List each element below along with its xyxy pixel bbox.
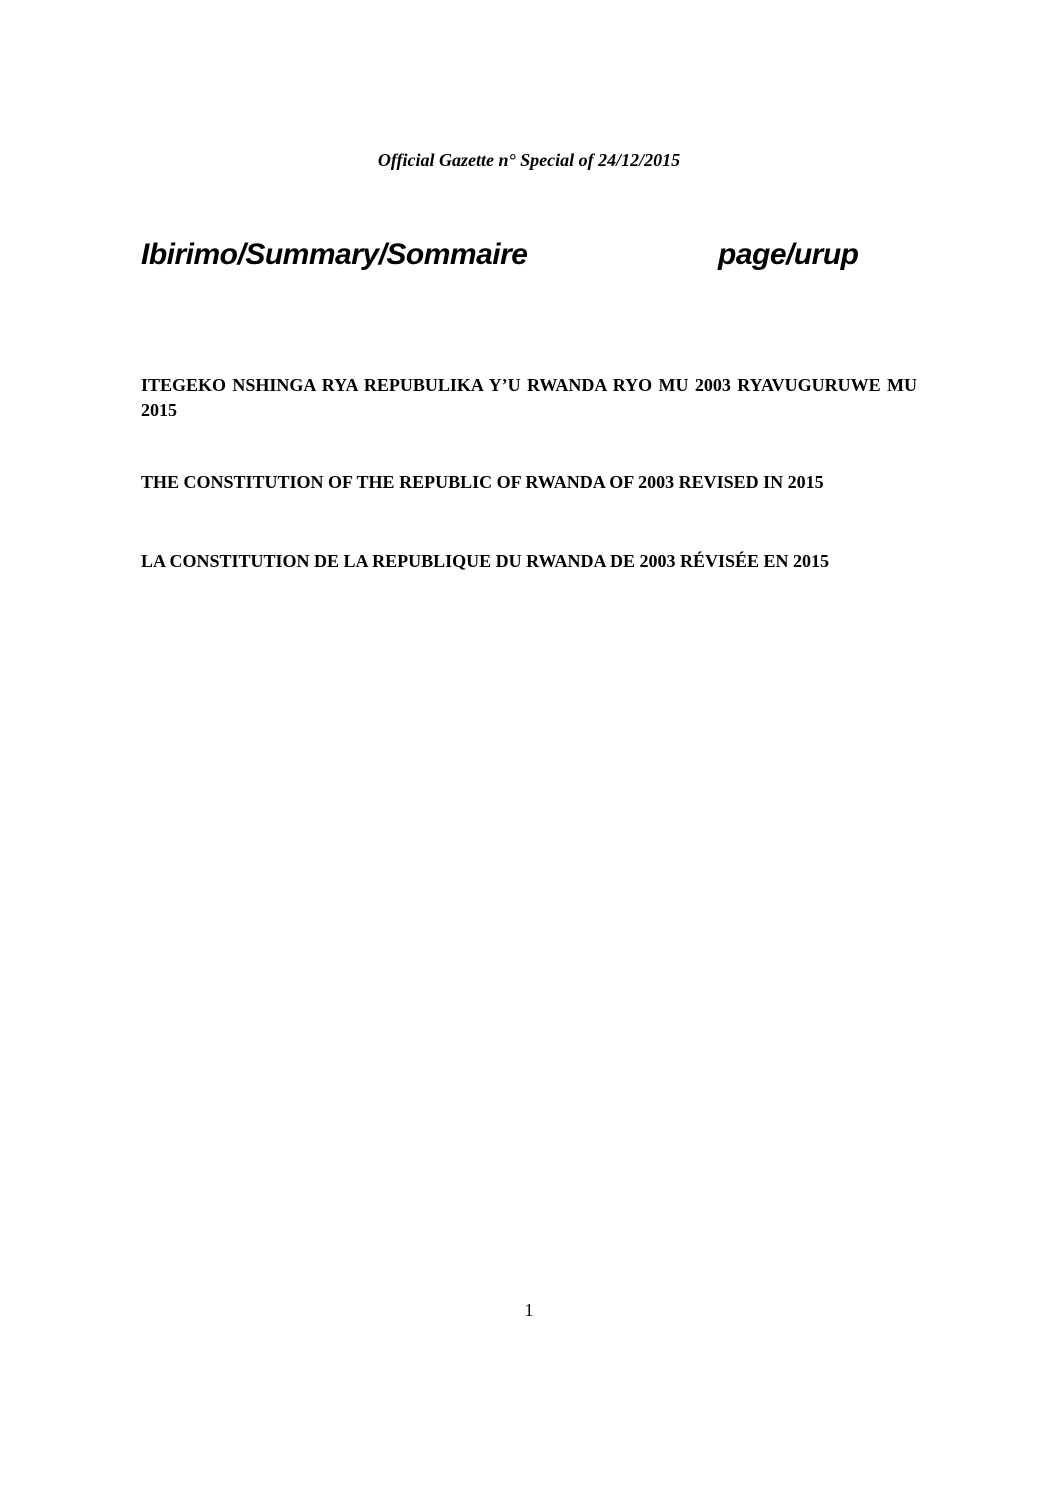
page-number: 1 bbox=[524, 1300, 534, 1320]
summary-entry-kinyarwanda: ITEGEKO NSHINGA RYA REPUBULIKA Y’U RWANDA RYO MU 2003 RYAVUGURUWE MU 2015 bbox=[141, 375, 917, 420]
summary-page-label: page/urup bbox=[718, 238, 859, 271]
summary-entry-french: LA CONSTITUTION DE LA REPUBLIQUE DU RWANDA DE 2003 RÉVISÉE EN 2015 bbox=[141, 551, 829, 571]
gazette-header: Official Gazette n° Special of 24/12/2015 bbox=[377, 150, 681, 170]
summary-title: Ibirimo/Summary/Sommaire bbox=[141, 238, 528, 271]
summary-entry-english: THE CONSTITUTION OF THE REPUBLIC OF RWANDA OF 2003 REVISED IN 2015 bbox=[141, 472, 824, 492]
